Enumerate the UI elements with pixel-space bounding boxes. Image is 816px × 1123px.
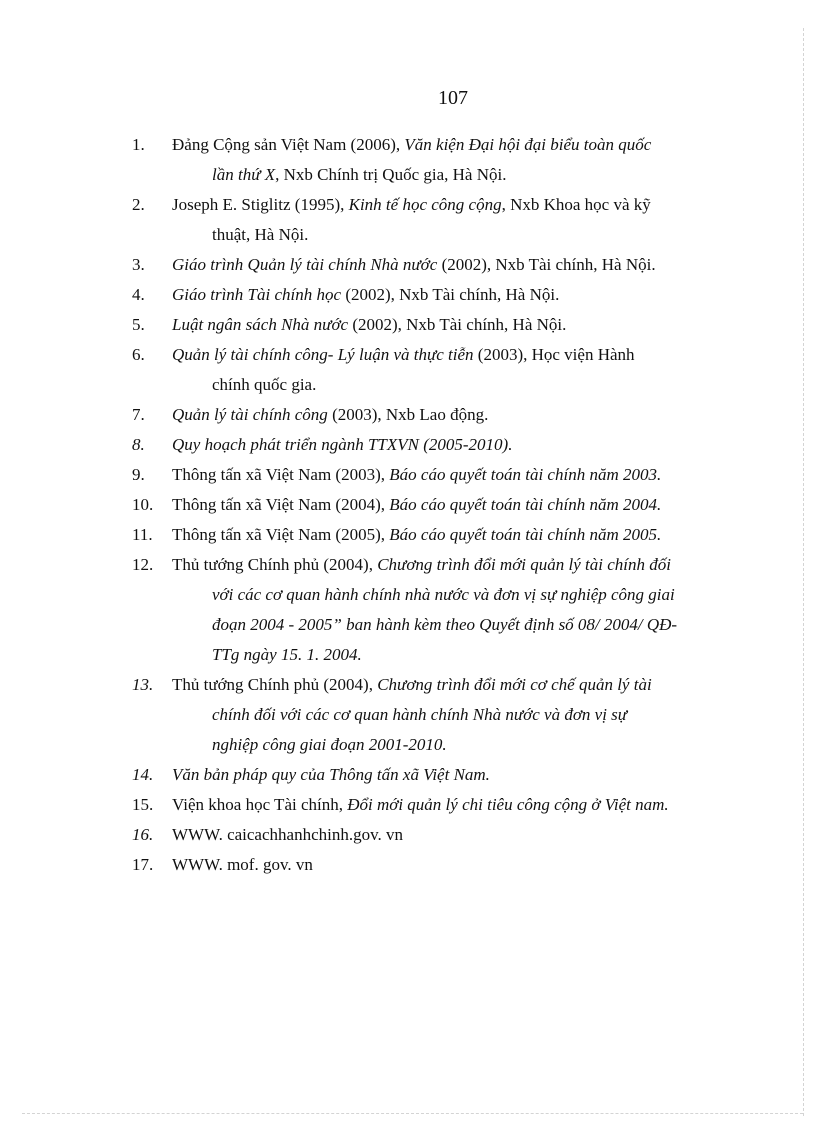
- reference-title: Quản lý tài chính công: [172, 405, 328, 424]
- page-number: 107: [438, 87, 468, 109]
- reference-item: [132, 130, 739, 190]
- reference-segment: Viện khoa học Tài chính,: [172, 795, 348, 814]
- reference-segment: (2002), Nxb Tài chính, Hà Nội.: [348, 315, 567, 334]
- reference-item: [132, 340, 739, 400]
- reference-item: [132, 250, 739, 280]
- reference-text: [172, 250, 739, 280]
- reference-title: Văn bản pháp quy của Thông tấn xã Việt Nam.: [172, 765, 490, 784]
- reference-segment: (2002), Nxb Tài chính, Hà Nội.: [341, 285, 560, 304]
- reference-text: [172, 850, 739, 880]
- reference-text: [172, 490, 739, 520]
- reference-item: [132, 310, 739, 340]
- reference-title: TTg ngày 15. 1. 2004.: [212, 645, 362, 664]
- reference-title: Luật ngân sách Nhà nước: [172, 315, 349, 334]
- reference-number: 8.: [132, 435, 145, 454]
- reference-item: [132, 460, 739, 490]
- reference-title: Văn kiện Đại hội đại biểu toàn quốc: [404, 135, 652, 154]
- reference-text-continuation: [172, 700, 739, 730]
- reference-number: 1.: [132, 135, 145, 154]
- reference-text: [172, 130, 739, 160]
- reference-title: Báo cáo quyết toán tài chính năm 2003.: [389, 465, 662, 484]
- reference-text-continuation: [172, 610, 739, 640]
- reference-number: 11.: [132, 525, 153, 544]
- reference-segment: Thông tấn xã Việt Nam (2004),: [172, 495, 390, 514]
- reference-text-continuation: [172, 160, 739, 190]
- reference-text: [172, 460, 739, 490]
- reference-text-continuation: [172, 730, 739, 760]
- reference-number: 7.: [132, 405, 145, 424]
- reference-item: [132, 190, 739, 250]
- reference-text-continuation: [172, 370, 739, 400]
- page-border-bottom: [22, 1113, 803, 1114]
- reference-text: [172, 820, 739, 850]
- reference-title: Đổi mới quản lý chi tiêu công cộng ở Việt nam.: [347, 795, 669, 814]
- reference-number: 12.: [132, 555, 154, 574]
- reference-text: [172, 280, 739, 310]
- reference-segment: Thông tấn xã Việt Nam (2005),: [172, 525, 390, 544]
- reference-item: [132, 790, 739, 820]
- reference-item: [132, 850, 739, 880]
- reference-item: [132, 400, 739, 430]
- reference-title: Quản lý tài chính công- Lý luận và thực tiễn: [172, 345, 474, 364]
- reference-segment: WWW. mof. gov. vn: [172, 855, 313, 874]
- reference-segment: chính quốc gia.: [212, 375, 317, 394]
- reference-title: Báo cáo quyết toán tài chính năm 2004.: [389, 495, 662, 514]
- reference-text: [172, 760, 739, 790]
- reference-title: đoạn 2004 - 2005” ban hành kèm theo Quyết định số 08/ 2004/ QĐ-: [212, 615, 678, 634]
- reference-number: 13.: [132, 675, 154, 694]
- reference-title: nghiệp công giai đoạn 2001-2010.: [212, 735, 447, 754]
- reference-text: [172, 400, 739, 430]
- reference-text: [172, 190, 739, 220]
- reference-segment: , Nxb Chính trị Quốc gia, Hà Nội.: [275, 165, 507, 184]
- reference-list: [132, 130, 739, 880]
- reference-item: [132, 520, 739, 550]
- reference-text: [172, 550, 739, 580]
- reference-number: 6.: [132, 345, 145, 364]
- reference-text: [172, 670, 739, 700]
- reference-text-continuation: [172, 220, 739, 250]
- reference-segment: Thủ tướng Chính phủ (2004),: [172, 675, 378, 694]
- reference-segment: Thông tấn xã Việt Nam (2003),: [172, 465, 390, 484]
- reference-number: 14.: [132, 765, 154, 784]
- reference-segment: , Nxb Khoa học và kỹ: [501, 195, 651, 214]
- reference-title: với các cơ quan hành chính nhà nước và đơn vị sự nghiệp công giai: [212, 585, 675, 604]
- reference-item: [132, 550, 739, 670]
- reference-number: 15.: [132, 795, 154, 814]
- reference-text: [172, 430, 739, 460]
- reference-title: Giáo trình Tài chính học: [172, 285, 342, 304]
- reference-title: Giáo trình Quản lý tài chính Nhà nước: [172, 255, 438, 274]
- reference-segment: thuật, Hà Nội.: [212, 225, 309, 244]
- reference-item: [132, 820, 739, 850]
- reference-number: 10.: [132, 495, 154, 514]
- reference-text: [172, 310, 739, 340]
- reference-title: Chương trình đổi mới quản lý tài chính đối: [377, 555, 671, 574]
- reference-item: [132, 490, 739, 520]
- reference-number: 3.: [132, 255, 145, 274]
- reference-item: [132, 670, 739, 760]
- reference-text: [172, 790, 739, 820]
- reference-text: [172, 340, 739, 370]
- reference-text-continuation: [172, 640, 739, 670]
- reference-title: Báo cáo quyết toán tài chính năm 2005.: [389, 525, 662, 544]
- reference-title: Quy hoạch phát triển ngành TTXVN (2005-2010).: [172, 435, 513, 454]
- reference-title: Kinh tế học công cộng: [348, 195, 502, 214]
- reference-segment: Thủ tướng Chính phủ (2004),: [172, 555, 378, 574]
- reference-segment: WWW. caicachhanhchinh.gov. vn: [172, 825, 403, 844]
- reference-title: lần thứ X: [212, 165, 276, 184]
- reference-title: chính đối với các cơ quan hành chính Nhà nước và đơn vị sự: [212, 705, 628, 724]
- reference-text-continuation: [172, 580, 739, 610]
- reference-segment: (2003), Nxb Lao động.: [327, 405, 489, 424]
- reference-number: 17.: [132, 855, 154, 874]
- reference-item: [132, 760, 739, 790]
- reference-item: [132, 430, 739, 460]
- reference-segment: Joseph E. Stiglitz (1995),: [172, 195, 349, 214]
- reference-segment: Đảng Cộng sản Việt Nam (2006),: [172, 135, 405, 154]
- reference-number: 2.: [132, 195, 145, 214]
- page-border-right: [803, 28, 804, 1116]
- reference-text: [172, 520, 739, 550]
- reference-title: Chương trình đổi mới cơ chế quản lý tài: [377, 675, 652, 694]
- reference-item: [132, 280, 739, 310]
- reference-number: 4.: [132, 285, 145, 304]
- reference-segment: (2003), Học viện Hành: [473, 345, 635, 364]
- reference-number: 16.: [132, 825, 154, 844]
- reference-number: 5.: [132, 315, 145, 334]
- reference-segment: (2002), Nxb Tài chính, Hà Nội.: [437, 255, 656, 274]
- reference-number: 9.: [132, 465, 145, 484]
